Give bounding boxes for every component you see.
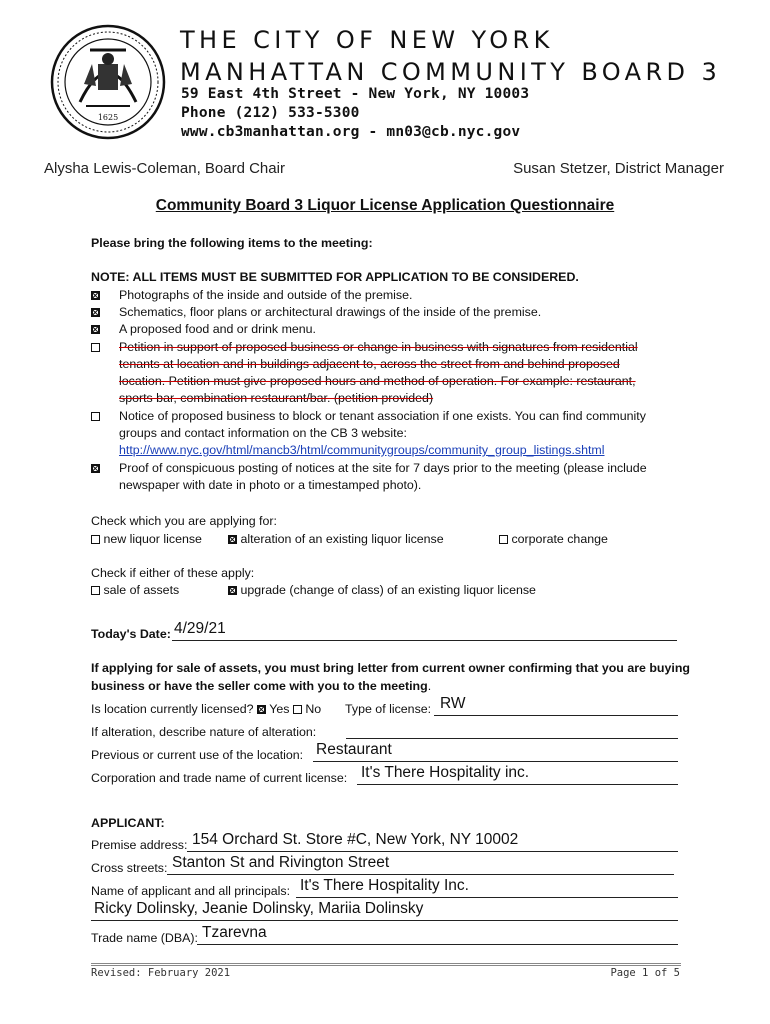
item-petition-line2: tenants at location and in buildings adjacent to, across the street from and behind proposed [119,357,620,371]
license-type-field[interactable]: RW [440,695,466,712]
item-notice-line1: Notice of proposed business to block or tenant association if one exists. You can find community [119,409,646,423]
item-schematics [91,305,100,319]
previous-use-field[interactable]: Restaurant [316,741,392,758]
board-chair: Alysha Lewis-Coleman, Board Chair [44,160,285,177]
corporation-field[interactable]: It's There Hospitality inc. [361,764,530,781]
option-alteration [228,532,444,546]
applying-for-label: Check which you are applying for: [91,514,277,528]
principals-line [296,897,678,898]
org-phone: Phone (212) 533-5300 [181,105,360,121]
item-photos [91,288,100,302]
sale-note-period: . [427,679,432,693]
licensed-label: Is location currently licensed? [91,702,254,716]
corporation-line [357,784,678,785]
item-posting-line1: Proof of conspicuous posting of notices at the site for 7 days prior to the meeting (please include [119,461,647,475]
option-new-license-label: new liquor license [103,532,202,546]
item-petition-line4: sports bar, combination restaurant/bar. (petition provided) [119,391,434,405]
checkbox-schematics-icon[interactable] [91,308,100,317]
sale-note-line2 [91,679,431,693]
checkbox-notice-icon[interactable] [91,412,100,421]
checkbox-photos-icon[interactable] [91,291,100,300]
option-upgrade-label: upgrade (change of class) of an existing liquor license [240,583,536,597]
previous-use-label: Previous or current use of the location: [91,748,304,762]
license-type-label: Type of license: [345,702,432,716]
license-type-line [434,715,678,716]
option-sale-assets [91,583,179,597]
item-notice-line2: groups and contact information on the CB 3 website: [119,426,407,440]
principals-label: Name of applicant and all principals: [91,884,291,898]
revised-date: Revised: February 2021 [91,967,231,979]
checkbox-menu-icon[interactable] [91,325,100,334]
date-field-line [172,640,677,641]
org-name-line2: MANHATTAN COMMUNITY BOARD 3 [180,58,722,86]
premise-address-field[interactable]: 154 Orchard St. Store #C, New York, NY 10002 [192,831,519,848]
checkbox-posting-icon[interactable] [91,464,100,473]
intro-text: Please bring the following items to the meeting: [91,236,373,250]
cross-streets-label: Cross streets: [91,861,168,875]
dba-line [197,944,678,945]
alteration-desc-label: If alteration, describe nature of alteration: [91,725,317,739]
checkbox-corporate-change-icon[interactable] [499,535,508,544]
principals-field[interactable]: It's There Hospitality Inc. [300,877,469,894]
seal-year: 1625 [97,113,119,122]
org-web-email: www.cb3manhattan.org - mn03@cb.nyc.gov [181,124,521,140]
option-upgrade [228,583,536,597]
either-apply-label: Check if either of these apply: [91,566,255,580]
checkbox-new-license-icon[interactable] [91,535,100,544]
footer-rule [91,963,681,964]
principals-line2 [91,920,678,921]
option-corporate-change-label: corporate change [511,532,608,546]
option-sale-assets-label: sale of assets [103,583,180,597]
item-notice [91,409,100,423]
checkbox-licensed-no-icon[interactable] [293,705,302,714]
city-seal-logo [50,24,166,140]
option-new-license [91,532,202,546]
item-petition [91,340,100,354]
corporation-label: Corporation and trade name of current license: [91,771,348,785]
sale-note-line2-text: business or have the seller come with you to the meeting [91,679,428,693]
date-field[interactable]: 4/29/21 [174,620,226,637]
checkbox-sale-assets-icon[interactable] [91,586,100,595]
dba-label: Trade name (DBA): [91,931,198,945]
date-label: Today's Date: [91,627,171,641]
note-text: NOTE: ALL ITEMS MUST BE SUBMITTED FOR APPLICATION TO BE CONSIDERED. [91,270,579,284]
cross-streets-field[interactable]: Stanton St and Rivington Street [172,854,390,871]
item-schematics-label: Schematics, floor plans or architectural drawings of the inside of the premise. [119,305,542,319]
sale-note-line1: If applying for sale of assets, you must bring letter from current owner confirming that you are buying [91,661,690,675]
option-alteration-label: alteration of an existing liquor license [240,532,444,546]
cb3-website-link[interactable]: http://www.nyc.gov/html/mancb3/html/communitygroups/community_group_listings.shtml [119,443,605,457]
item-petition-line3: location. Petition must give proposed hours and method of operation. For example: restaurant, [119,374,636,388]
checkbox-alteration-icon[interactable] [228,535,237,544]
checkbox-petition-icon[interactable] [91,343,100,352]
item-menu-label: A proposed food and or drink menu. [119,322,317,336]
previous-use-line [313,761,678,762]
licensed-yes-label: Yes [269,702,290,716]
org-name-line1: THE CITY OF NEW YORK [180,26,554,54]
item-posting [91,461,100,475]
option-corporate-change [499,532,608,546]
district-manager: Susan Stetzer, District Manager [513,160,724,177]
item-petition-line1: Petition in support of proposed business or change in business with signatures from residential [119,340,638,354]
alteration-desc-line [346,738,678,739]
cross-streets-line [167,874,674,875]
premise-address-line [187,851,678,852]
licensed-question [91,702,321,716]
page-number: Page 1 of 5 [610,967,680,979]
org-address: 59 East 4th Street - New York, NY 10003 [181,86,530,102]
footer-rule-2 [91,965,681,966]
principals-field2[interactable]: Ricky Dolinsky, Jeanie Dolinsky, Mariia Dolinsky [94,900,424,917]
item-posting-line2: newspaper with date in photo or a timestamped photo). [119,478,422,492]
licensed-no-label: No [305,702,322,716]
item-menu [91,322,100,336]
item-photos-label: Photographs of the inside and outside of the premise. [119,288,413,302]
applicant-heading: APPLICANT: [91,816,165,830]
premise-address-label: Premise address: [91,838,188,852]
checkbox-licensed-yes-icon[interactable] [257,705,266,714]
document-title: Community Board 3 Liquor License Application Questionnaire [155,197,615,214]
checkbox-upgrade-icon[interactable] [228,586,237,595]
dba-field[interactable]: Tzarevna [202,924,267,941]
